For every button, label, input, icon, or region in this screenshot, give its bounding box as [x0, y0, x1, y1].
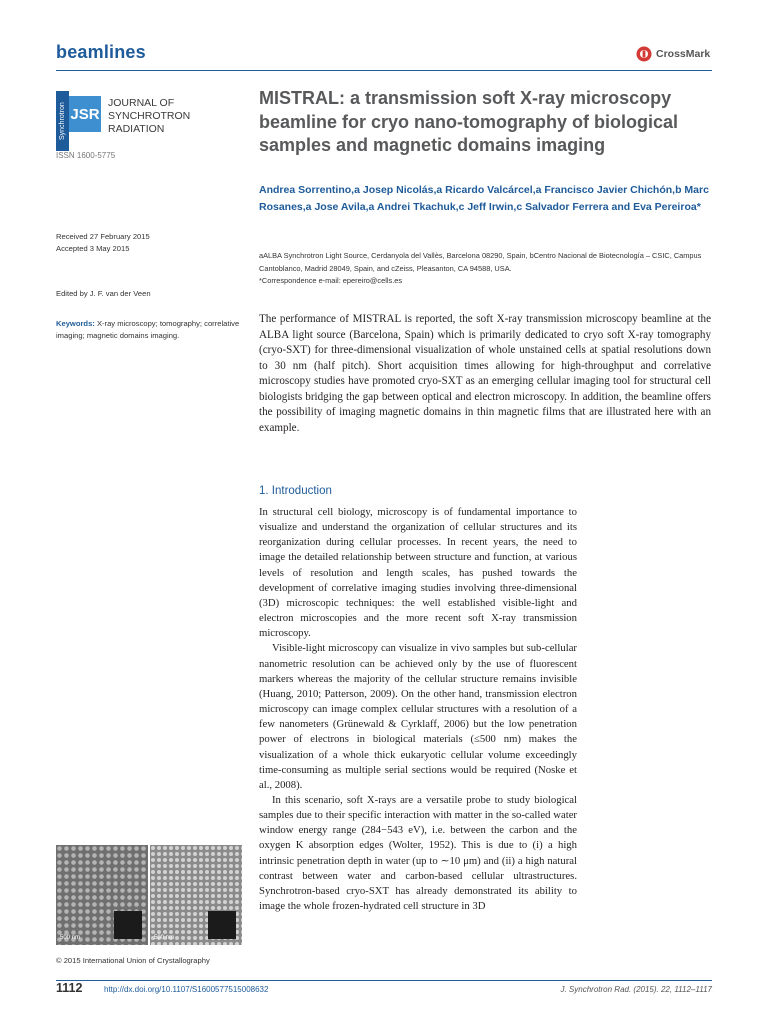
- journal-name: JOURNAL OF SYNCHROTRON RADIATION: [108, 97, 191, 135]
- editor: Edited by J. F. van der Veen: [56, 289, 151, 298]
- keywords: [56, 318, 242, 341]
- accepted-date: Accepted 3 May 2015: [56, 244, 130, 253]
- footer-rule: [56, 980, 712, 981]
- crossmark-badge[interactable]: [636, 46, 710, 62]
- journal-citation: J. Synchrotron Rad. (2015). 22, 1112–1117: [560, 985, 712, 994]
- header-rule: [56, 70, 712, 71]
- paragraph: In this scenario, soft X-rays are a versatile probe to study biological samples due to their specific interaction with matter in the so-called water window energy range (284−543 eV), i.e. between the carbon and the oxygen K absorption edges (Wolter, 1952). This is due to (i) a high intrinsic penetration depth in water (up to ∼10 μm) and (ii) a high natural contrast between water and carbon-based cellular ultrastructures. Synchrotron-based cryo-SXT has already demonstrated its ability to image the whole frozen-hydrated cell structure in 3D: [259, 793, 577, 913]
- micrograph-right: [150, 845, 242, 945]
- issn: ISSN 1600-5775: [56, 151, 116, 160]
- crossmark-label: CrossMark: [656, 48, 711, 60]
- affiliations: [259, 250, 711, 288]
- introduction-body: [259, 505, 577, 914]
- doi-link[interactable]: http://dx.doi.org/10.1107/S1600577515008632: [104, 985, 269, 994]
- keywords-label: Keywords:: [56, 319, 95, 328]
- section-title: beamlines: [56, 42, 146, 62]
- abstract: The performance of MISTRAL is reported, the soft X-ray transmission microscopy beamline at the ALBA light source (Barcelona, Spain) which is primarily dedicated to cryo soft X-ray tomography (cryo-SXT) for three-dimensional visualization of whole unstained cells at spatial resolutions down to 30 nm (half pitch). Short acquisition times allowing for high-throughput and correlative microscopy studies have promoted cryo-SXT as an emerging cellular imaging tool for structural cell biologists bridging the gap between optical and electron microscopy. In addition, the beamline offers the possibility of imaging magnetic domains in thin magnetic films that are illustrated here with an example.: [259, 313, 711, 434]
- fft-inset: [114, 911, 142, 939]
- page-number: 1112: [56, 981, 83, 995]
- author-list: Andrea Sorrentino,a Josep Nicolás,a Ricardo Valcárcel,a Francisco Javier Chichón,b Marc Rosanes,a Jose Avila,a Andrei Tkachuk,c Jeff Irwin,c Salvador Ferrera and Eva Pereiroa*: [259, 184, 709, 213]
- section-heading-introduction: 1. Introduction: [259, 485, 332, 497]
- paragraph: In structural cell biology, microscopy is of fundamental importance to visualize and understand the organization of cellular structures and its reorganization during cellular processes. In recent years, the need to image the detailed relationship between structure and function, at various levels of resolution and length scales, has pushed towards the development of correlative imaging studies involving three-dimensional (3D) microscopic techniques: the well established visible-light and electron microscopies and the more recent soft X-ray transmission microscopy.: [259, 506, 577, 640]
- journal-abbrev: JSR: [69, 96, 101, 132]
- journal-logo-bar: Synchrotron: [56, 91, 69, 151]
- micrograph-left: [56, 845, 148, 945]
- received-date: Received 27 February 2015: [56, 232, 150, 241]
- copyright: © 2015 International Union of Crystallography: [56, 956, 210, 965]
- figure-micrographs: [56, 845, 242, 945]
- paragraph: Visible-light microscopy can visualize in vivo samples but sub-cellular nanometric resolution can be achieved only by the use of fluorescent markers whereas the majority of the cellular structure remains invisible (Huang, 2010; Patterson, 2009). On the other hand, transmission electron microscopy can image complex cellular structures with a resolution of a few nanometers (Grünewald & Cyrklaff, 2006) but the low penetration power of electrons in biological materials (≤500 nm) makes the visualization of a whole thick eukaryotic cellular volume exceedingly time-consuming as multiple serial sections would be required (Noske et al., 2008).: [259, 642, 577, 791]
- journal-logo: [56, 91, 190, 151]
- correspondence-email: *Correspondence e-mail: epereiro@cells.es: [259, 276, 403, 285]
- fft-inset: [208, 911, 236, 939]
- scale-bar-label: 500 nm: [60, 935, 81, 941]
- affiliation-list: aALBA Synchrotron Light Source, Cerdanyola del Vallès, Barcelona 08290, Spain, bCentro Nacional de Biotecnología – CSIC, Campus Cantoblanco, Madrid 28049, Spain, and cZeiss, Pleasanton, CA 94588, USA.: [259, 251, 702, 273]
- crossmark-icon: [636, 46, 652, 62]
- paper-title: MISTRAL: a transmission soft X-ray microscopy beamline for cryo nano-tomography of biological samples and magnetic domains imaging: [259, 88, 679, 155]
- scale-bar-label: 500 nm: [154, 935, 175, 941]
- keywords-text: X-ray microscopy; tomography; correlative imaging; magnetic domains imaging.: [56, 319, 240, 340]
